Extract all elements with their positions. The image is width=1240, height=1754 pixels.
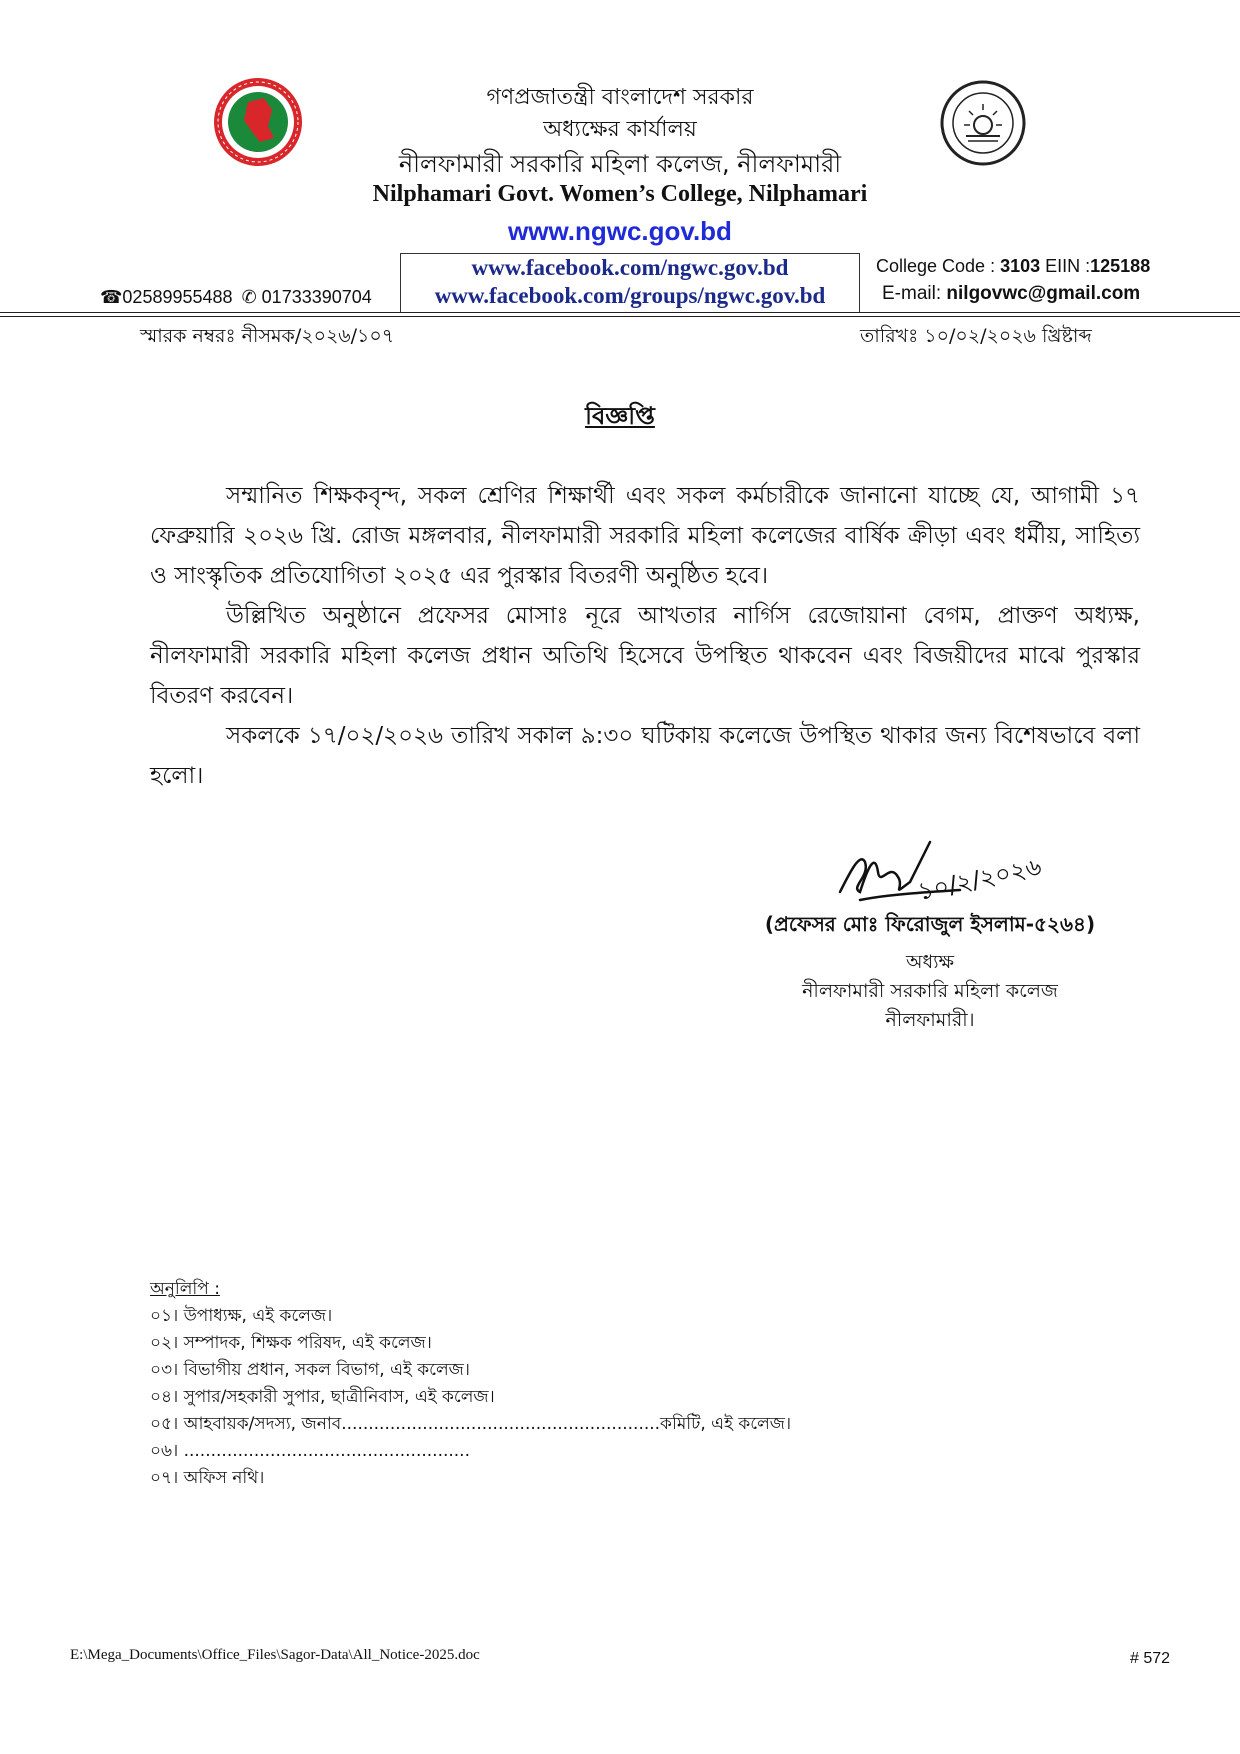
eiin: 125188	[1090, 256, 1151, 276]
cc-item: ০৪। সুপার/সহকারী সুপার, ছাত্রীনিবাস, এই কলেজ।	[150, 1387, 495, 1407]
eiin-label: EIIN :	[1040, 256, 1091, 276]
email-line	[882, 283, 1140, 305]
signatory-designation: অধ্যক্ষ	[905, 951, 954, 973]
cc-heading: অনুলিপি :	[150, 1279, 220, 1299]
phone-contacts	[100, 287, 372, 308]
cc-item: ০৭। অফিস নথি।	[150, 1468, 265, 1488]
signatory-college: নীলফামারী সরকারি মহিলা কলেজ	[802, 980, 1058, 1002]
college-code: 3103	[1000, 256, 1041, 276]
notice-paragraph-1: সম্মানিত শিক্ষকবৃন্দ, সকল শ্রেণির শিক্ষার্থী এবং সকল কর্মচারীকে জানানো যাচ্ছে যে, আগামী ১৭ ফেব্রুয়ারি ২০২৬ খ্রি. রোজ মঙ্গলবার, নীলফামারী সরকারি মহিলা কলেজের বার্ষিক ক্রীড়া এবং ধর্মীয়, সাহিত্য ও সাংস্কৃতিক প্রতিযোগিতা ২০২৫ এর পুরস্কার বিতরণী অনুষ্ঠিত হবে।	[150, 483, 1140, 589]
office-title: অধ্যক্ষের কার্যালয়	[543, 117, 697, 142]
notice-paragraph-3: সকলকে ১৭/০২/২০২৬ তারিখ সকাল ৯:৩০ ঘটিকায় কলেজে উপস্থিত থাকার জন্য বিশেষভাবে বলা হলো।	[150, 723, 1140, 789]
signature-date: ১০/২/২০২৬	[915, 852, 1044, 906]
facebook-page-link[interactable]: www.facebook.com/ngwc.gov.bd	[471, 255, 789, 280]
header-divider-top	[0, 312, 1240, 313]
government-title: গণপ্রজাতন্ত্রী বাংলাদেশ সরকার	[486, 85, 754, 110]
signatory-place: নীলফামারী।	[885, 1009, 975, 1031]
college-name-bn: নীলফামারী সরকারি মহিলা কলেজ, নীলফামারী	[398, 150, 842, 178]
email-address[interactable]: nilgovwc@gmail.com	[946, 283, 1141, 304]
website-link[interactable]: www.ngwc.gov.bd	[508, 216, 732, 246]
telephone-icon: ☎	[100, 287, 123, 307]
handwritten-signature	[820, 832, 1060, 912]
notice-body	[150, 476, 1140, 796]
page-number: # 572	[1130, 1650, 1171, 1667]
email-label: E-mail:	[882, 283, 947, 304]
facebook-group-link[interactable]: www.facebook.com/groups/ngwc.gov.bd	[434, 283, 826, 308]
cc-item: ০৬। .....................................................	[150, 1441, 470, 1461]
mobile-number[interactable]: 01733390704	[261, 287, 372, 307]
cc-item: ০৫। আহবায়ক/সদস্য, জনাব...........................................................কমিটি, এই কলেজ।	[150, 1414, 792, 1434]
college-code-label: College Code :	[876, 256, 1001, 276]
notice-title: বিজ্ঞপ্তি	[585, 402, 655, 430]
college-name-en: Nilphamari Govt. Women’s College, Nilphamari	[372, 181, 868, 207]
header-divider-bottom	[0, 316, 1240, 317]
cc-list	[150, 1276, 791, 1492]
cc-item: ০২। সম্পাদক, শিক্ষক পরিষদ, এই কলেজ।	[150, 1333, 432, 1353]
facebook-links-box	[400, 253, 860, 313]
memo-date: তারিখঃ ১০/০২/২০২৬ খ্রিষ্টাব্দ	[860, 325, 1092, 347]
mobile-icon: ✆	[241, 287, 257, 307]
notice-paragraph-2: উল্লিখিত অনুষ্ঠানে প্রফেসর মোসাঃ নূরে আখতার নার্গিস রেজোয়ানা বেগম, প্রাক্তণ অধ্যক্ষ, নীলফামারী সরকারি মহিলা কলেজ প্রধান অতিথি হিসেবে উপস্থিত থাকবেন এবং বিজয়ীদের মাঝে পুরস্কার বিতরণ করবেন।	[150, 603, 1140, 709]
cc-item: ০১। উপাধ্যক্ষ, এই কলেজ।	[150, 1306, 333, 1326]
phone-number[interactable]: 02589955488	[122, 287, 233, 307]
signatory-name: (প্রফেসর মোঃ ফিরোজুল ইসলাম-৫২৬৪)	[764, 912, 1096, 936]
memo-number: স্মারক নম্বরঃ নীসমক/২০২৬/১০৭	[140, 325, 395, 347]
file-path: E:\Mega_Documents\Office_Files\Sagor-Data\All_Notice-2025.doc	[70, 1647, 480, 1663]
cc-item: ০৩। বিভাগীয় প্রধান, সকল বিভাগ, এই কলেজ।	[150, 1360, 470, 1380]
college-code-line	[876, 256, 1150, 277]
